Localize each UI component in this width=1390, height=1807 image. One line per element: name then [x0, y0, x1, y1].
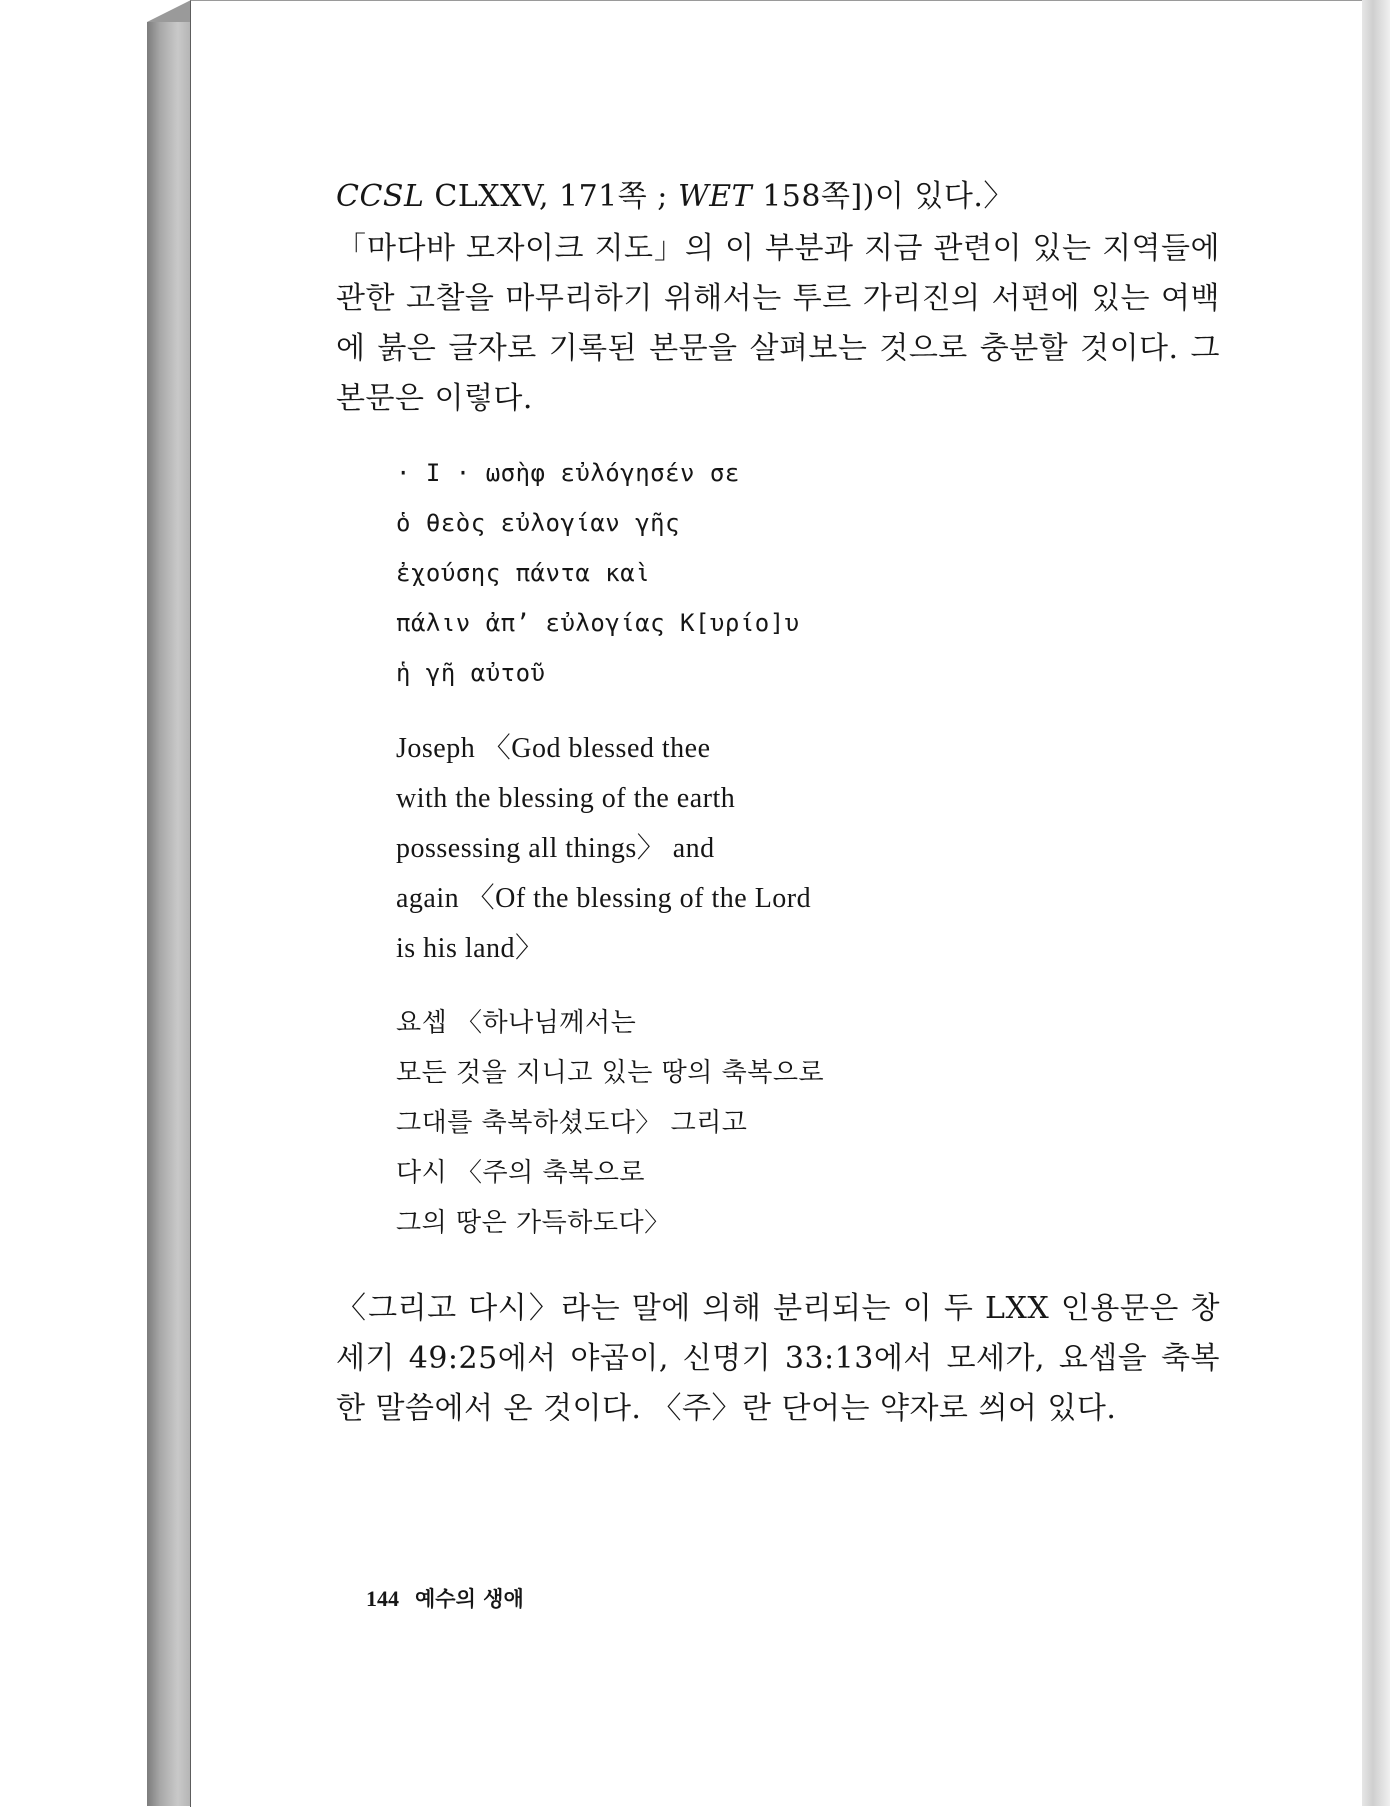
citation-wet-detail: 158쪽])이 있다.〉	[752, 179, 1014, 214]
english-line: with the blessing of the earth	[396, 783, 736, 814]
greek-line: · I · ωσὴφ εὐλόγησέν σε	[396, 459, 740, 487]
greek-inscription	[396, 448, 1220, 698]
book-spine-top	[147, 0, 191, 22]
greek-line: ἡ γῆ αὐτοῦ	[396, 659, 546, 687]
page-edge-shadow	[1362, 0, 1390, 1806]
english-translation	[396, 724, 1220, 974]
english-line: is his land〉	[396, 933, 544, 964]
page-content	[336, 172, 1220, 1434]
running-title: 예수의 생애	[415, 1587, 524, 1611]
opening-line	[336, 172, 1220, 222]
english-line: again 〈Of the blessing of the Lord	[396, 883, 812, 914]
greek-line: ὁ θεὸς εὐλογίαν γῆς	[396, 509, 681, 537]
citation-ccsl: CCSL	[336, 179, 425, 214]
korean-line: 요셉 〈하나님께서는	[396, 1008, 637, 1038]
greek-line: ἐχούσης πάντα καὶ	[396, 559, 651, 587]
korean-line: 그대를 축복하셨도다〉 그리고	[396, 1108, 748, 1138]
book-spine	[147, 22, 191, 1806]
intro-paragraph: 「마다바 모자이크 지도」의 이 부분과 지금 관련이 있는 지역들에 관한 고찰을 마무리하기 위해서는 투르 가리진의 서편에 있는 여백에 붉은 글자로 기록된 본문을 살펴보는 것으로 충분할 것이다. 그 본문은 이렇다.	[336, 231, 1220, 416]
english-line: possessing all things〉 and	[396, 833, 715, 864]
korean-line: 다시 〈주의 축복으로	[396, 1158, 645, 1188]
korean-line: 모든 것을 지니고 있는 땅의 축복으로	[396, 1058, 825, 1088]
page-number: 144	[366, 1586, 399, 1611]
closing-paragraph: 〈그리고 다시〉라는 말에 의해 분리되는 이 두 LXX 인용문은 창세기 49:25에서 야곱이, 신명기 33:13에서 모세가, 요셉을 축복한 말씀에서 온 것이다. 〈주〉란 단어는 약자로 씌어 있다.	[336, 1291, 1220, 1426]
citation-ccsl-detail: CLXXV, 171쪽 ;	[424, 179, 678, 214]
korean-translation	[396, 998, 1220, 1248]
english-line: Joseph 〈God blessed thee	[396, 733, 711, 764]
page-footer	[366, 1583, 524, 1613]
citation-wet: WET	[677, 179, 753, 214]
greek-line: πάλιν ἀπ’ εὐλογίας Κ[υρίο]υ	[396, 609, 800, 637]
korean-line: 그의 땅은 가득하도다〉	[396, 1208, 671, 1238]
